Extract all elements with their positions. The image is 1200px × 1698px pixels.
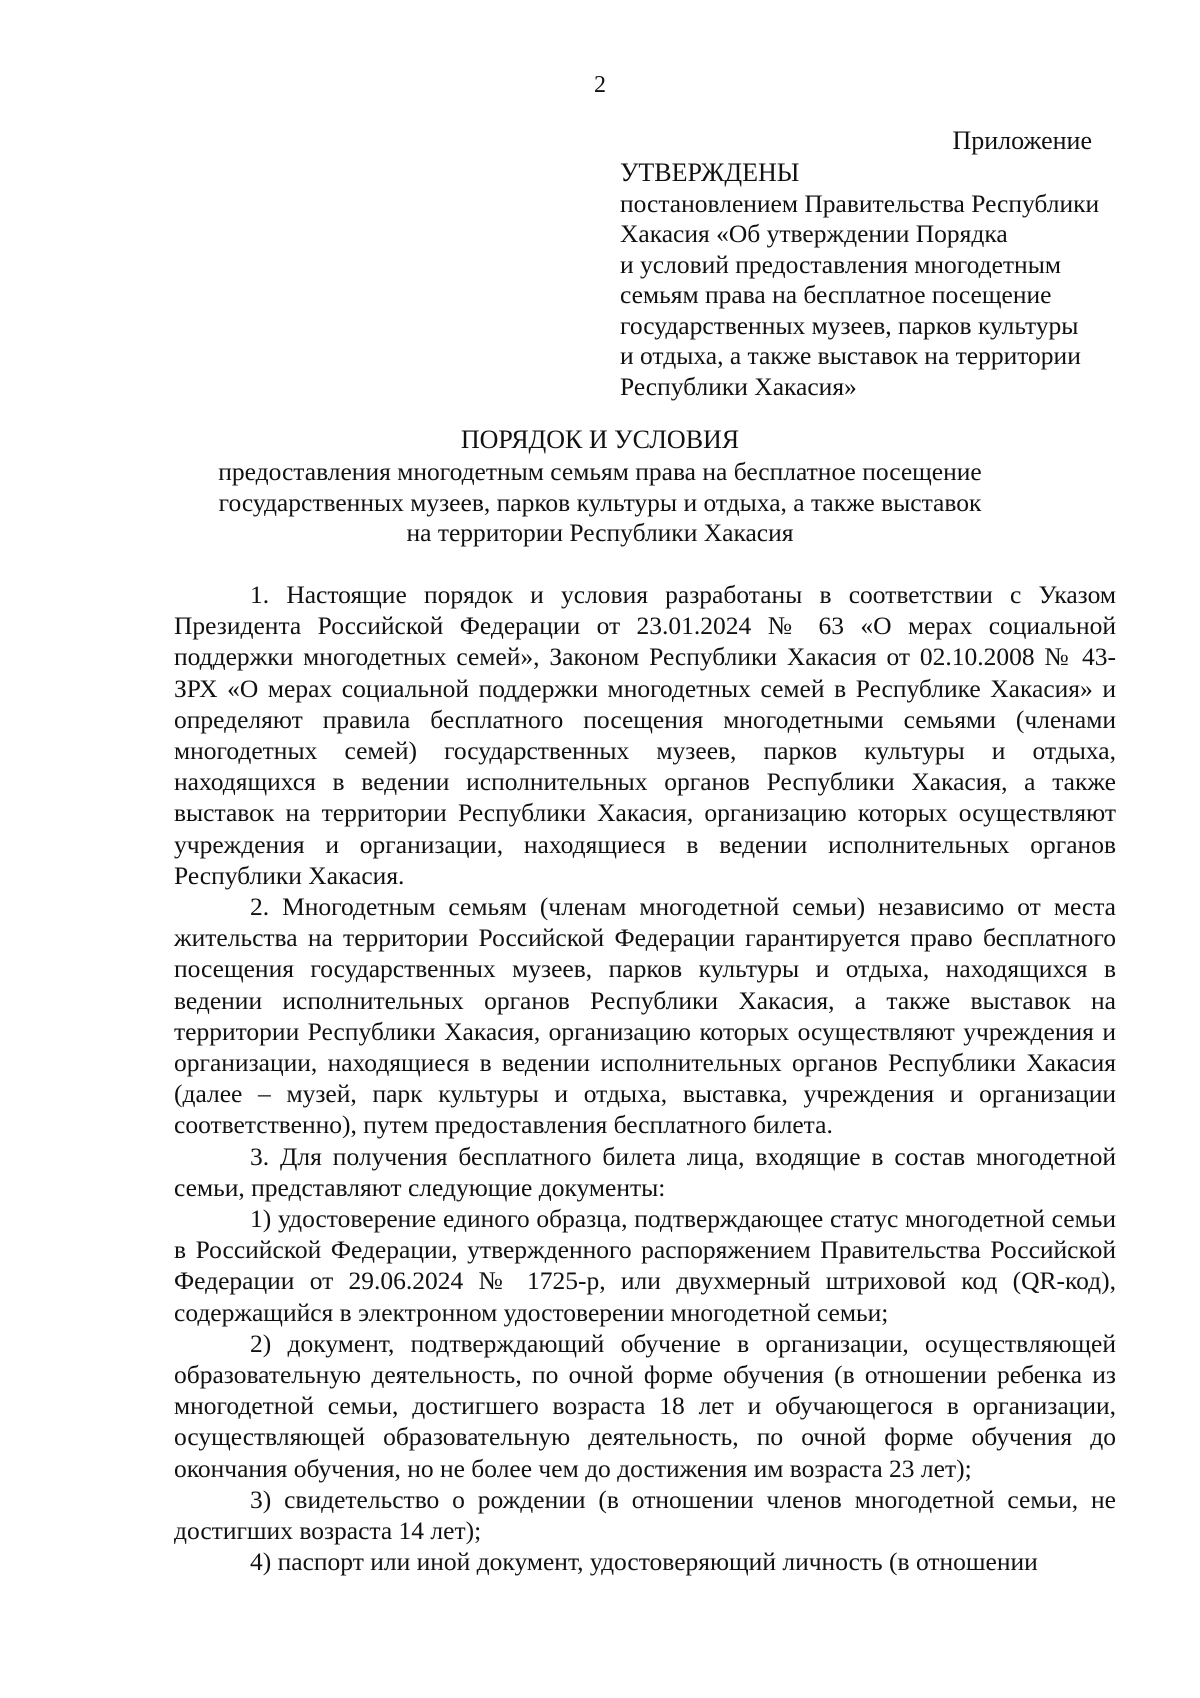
document-subtitle-line: государственных музеев, парков культуры и отдыха, а также выставок [218,487,982,517]
document-subtitle-line: на территории Республики Хакасия [406,518,794,547]
approval-line: семьям права на бесплатное посещение [620,280,1052,309]
approval-block [620,158,1140,402]
approval-line: Хакасия «Об утверждении Порядка [620,219,1008,248]
paragraph-3: 3. Для получения бесплатного билета лица, входящие в состав многодетной семьи, представляют следующие документы: [174,1141,1116,1202]
document-title: ПОРЯДОК И УСЛОВИЯ [460,425,740,454]
appendix-label: Приложение [952,126,1092,155]
paragraph-3-item-4: 4) паспорт или иной документ, удостоверяющий личность (в отношении [250,1547,1038,1577]
paragraph-2: 2. Многодетным семьям (членам многодетной семьи) независимо от места жительства на территории Российской Федерации гарантируется право бесплатного посещения государственных музеев, парков культуры и отдыха, находящихся в ведении исполнительных органов Республики Хакасия, а также выставок на территории Республики Хакасия, организацию которых осуществляют учреждения и организации, находящиеся в ведении исполнительных органов Республики Хакасия (далее – музей, парк культуры и отдыха, выставка, учреждения и организации соответственно), путем предоставления бесплатного билета. [174,892,1116,1140]
paragraph-3-item-3: 3) свидетельство о рождении (в отношении членов многодетной семьи, не достигших возраста 14 лет); [174,1484,1116,1546]
approval-line: Республики Хакасия» [620,371,857,401]
document-body [174,579,1116,1578]
approval-line: государственных музеев, парков культуры [620,310,1079,340]
paragraph-1: 1. Настоящие порядок и условия разработаны в соответствии с Указом Президента Российской Федерации от 23.01.2024 № 63 «О мерах социальной поддержки многодетных семей», Законом Республики Хакасия от 02.10.2008 № 43-ЗРХ «О мерах социальной поддержки многодетных семей в Республике Хакасия» и определяют правила бесплатного посещения многодетными семьями (членами многодетных семей) государственных музеев, парков культуры и отдыха, находящихся в ведении исполнительных органов Республики Хакасия, а также выставок на территории Республики Хакасия, организацию которых осуществляют учреждения и организации, находящиеся в ведении исполнительных органов Республики Хакасия. [174,580,1116,890]
paragraph-3-item-1: 1) удостоверение единого образца, подтверждающее статус многодетной семьи в Российской Федерации, утвержденного распоряжением Правительства Российской Федерации от 29.06.2024 № 1725-р, или двухмерный штриховой код (QR-код), содержащийся в электронном удостоверении многодетной семьи; [174,1204,1116,1327]
approval-line: и условий предоставления многодетным [620,249,1061,279]
approved-heading: УТВЕРЖДЕНЫ [620,158,800,187]
title-block [0,425,1200,549]
approval-line: постановлением Правительства Республики [620,188,1100,218]
paragraph-3-item-2: 2) документ, подтверждающий обучение в организации, осуществляющей образовательную деятельность, по очной форме обучения (в отношении ребенка из многодетной семьи, достигшего возраста 18 лет и обучающегося в организации, осуществляющей образовательную деятельность, по очной форме обучения до окончания обучения, но не более чем до достижения им возраста 23 лет); [174,1328,1116,1483]
document-subtitle-line: предоставления многодетным семьям права на бесплатное посещение [218,457,982,486]
page-number: 2 [594,72,606,98]
approval-line: и отдыха, а также выставок на территории [620,341,1081,370]
